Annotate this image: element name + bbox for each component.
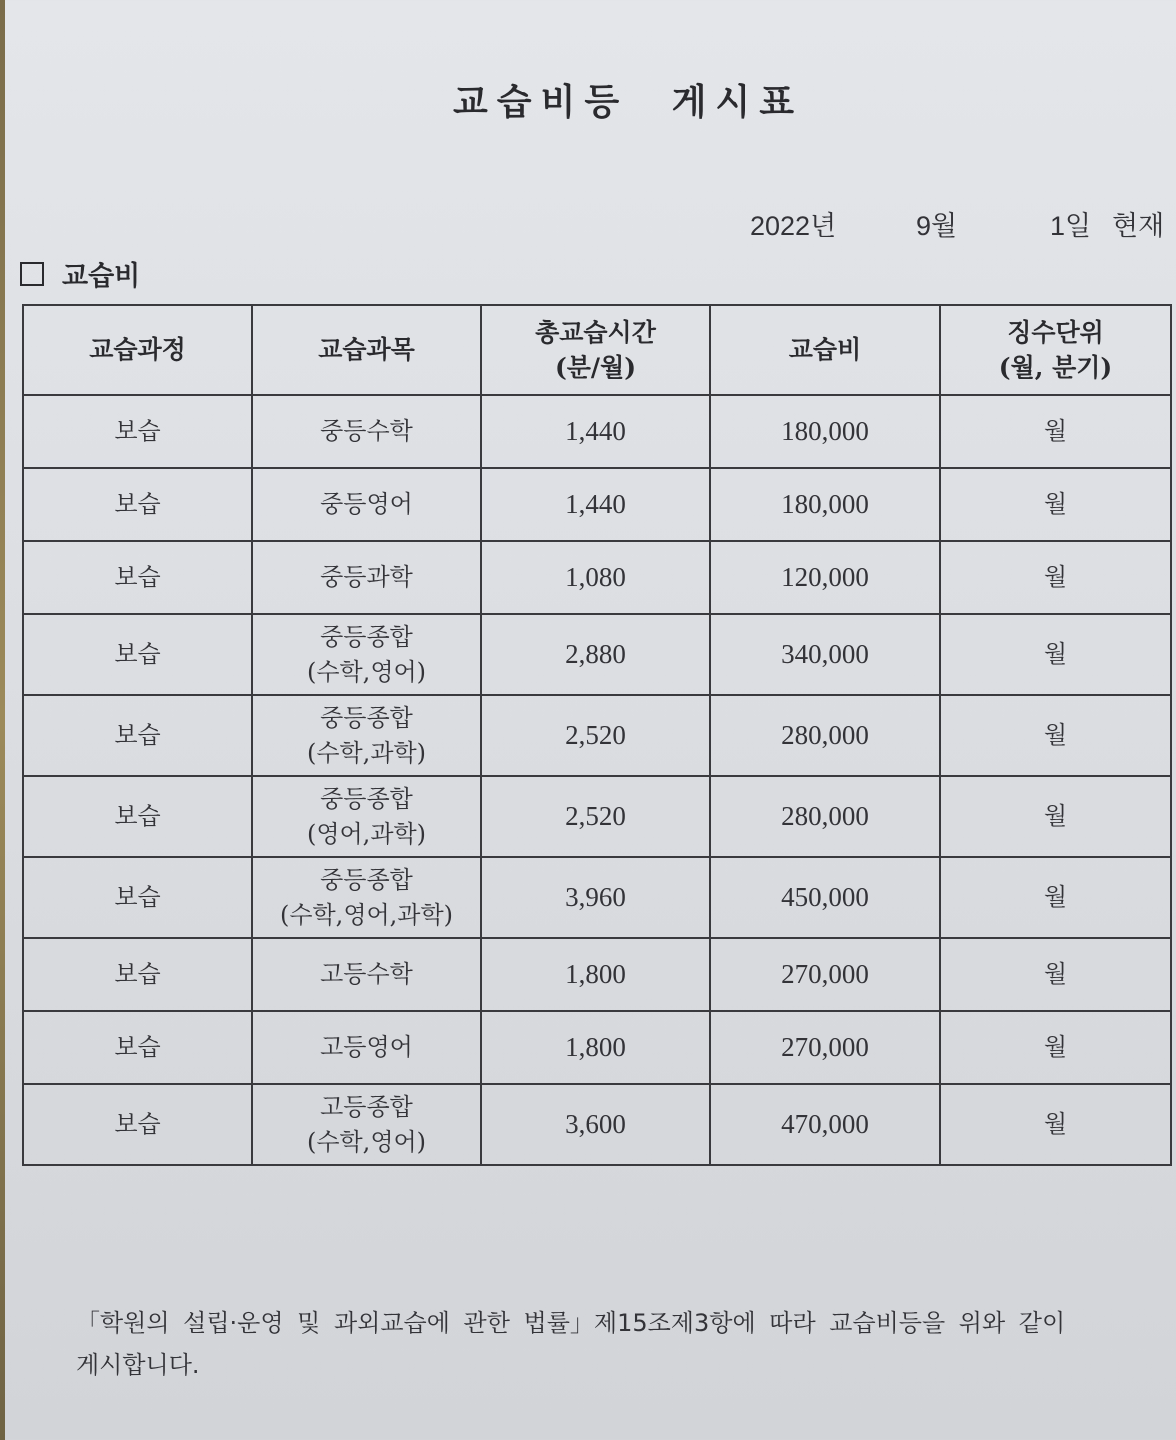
cell-subject: 중등종합 (영어,과학) <box>252 776 481 857</box>
cell-total-hours: 1,440 <box>481 468 710 541</box>
cell-collection-unit: 월 <box>940 614 1171 695</box>
checkbox-icon <box>20 262 44 286</box>
table-row <box>23 395 1171 468</box>
frame-edge <box>0 0 5 1440</box>
cell-subject: 중등수학 <box>252 395 481 468</box>
cell-course: 보습 <box>23 695 252 776</box>
cell-total-hours: 1,800 <box>481 1011 710 1084</box>
cell-collection-unit: 월 <box>940 1084 1171 1165</box>
header-fee: 교습비 <box>710 305 940 395</box>
cell-collection-unit: 월 <box>940 776 1171 857</box>
cell-total-hours: 3,960 <box>481 857 710 938</box>
fee-table <box>22 304 1172 1166</box>
cell-collection-unit: 월 <box>940 695 1171 776</box>
cell-course: 보습 <box>23 614 252 695</box>
cell-total-hours: 2,520 <box>481 776 710 857</box>
cell-fee: 340,000 <box>710 614 940 695</box>
table-row <box>23 468 1171 541</box>
cell-course: 보습 <box>23 1084 252 1165</box>
cell-fee: 270,000 <box>710 938 940 1011</box>
footer-note <box>76 1302 1176 1386</box>
cell-total-hours: 1,800 <box>481 938 710 1011</box>
cell-fee: 280,000 <box>710 776 940 857</box>
cell-total-hours: 2,880 <box>481 614 710 695</box>
cell-fee: 450,000 <box>710 857 940 938</box>
date-status: 현재 <box>1112 211 1165 241</box>
table-header-row <box>23 305 1171 395</box>
date-day: 1일 <box>1050 211 1092 241</box>
cell-fee: 280,000 <box>710 695 940 776</box>
cell-course: 보습 <box>23 857 252 938</box>
cell-fee: 180,000 <box>710 468 940 541</box>
cell-total-hours: 3,600 <box>481 1084 710 1165</box>
cell-subject: 고등영어 <box>252 1011 481 1084</box>
cell-collection-unit: 월 <box>940 541 1171 614</box>
cell-subject: 고등수학 <box>252 938 481 1011</box>
table-row <box>23 1011 1171 1084</box>
table-row <box>23 938 1171 1011</box>
section-label: 교습비 <box>62 261 141 292</box>
table-row <box>23 541 1171 614</box>
cell-collection-unit: 월 <box>940 1011 1171 1084</box>
cell-collection-unit: 월 <box>940 857 1171 938</box>
date-month: 9월 <box>916 211 958 241</box>
section-heading <box>20 254 140 293</box>
header-collection-unit: 징수단위 (월, 분기) <box>940 305 1171 395</box>
cell-subject: 중등종합 (수학,과학) <box>252 695 481 776</box>
cell-course: 보습 <box>23 776 252 857</box>
table-row <box>23 776 1171 857</box>
header-total-hours: 총교습시간 (분/월) <box>481 305 710 395</box>
cell-collection-unit: 월 <box>940 395 1171 468</box>
cell-fee: 120,000 <box>710 541 940 614</box>
cell-course: 보습 <box>23 395 252 468</box>
cell-subject: 중등영어 <box>252 468 481 541</box>
cell-subject: 고등종합 (수학,영어) <box>252 1084 481 1165</box>
table-row <box>23 614 1171 695</box>
table-row <box>23 695 1171 776</box>
header-subject: 교습과목 <box>252 305 481 395</box>
cell-total-hours: 1,440 <box>481 395 710 468</box>
cell-fee: 470,000 <box>710 1084 940 1165</box>
cell-total-hours: 2,520 <box>481 695 710 776</box>
cell-subject: 중등종합 (수학,영어) <box>252 614 481 695</box>
cell-fee: 180,000 <box>710 395 940 468</box>
cell-subject: 중등과학 <box>252 541 481 614</box>
cell-course: 보습 <box>23 468 252 541</box>
footer-line-1: 「학원의 설립·운영 및 과외교습에 관한 법률」제15조제3항에 따라 교습비등을 위와 같이 <box>76 1309 1066 1337</box>
cell-fee: 270,000 <box>710 1011 940 1084</box>
footer-line-2: 게시합니다. <box>76 1351 200 1379</box>
document-title: 교습비등 게시표 <box>453 82 803 123</box>
date-year: 2022년 <box>750 211 837 241</box>
cell-collection-unit: 월 <box>940 938 1171 1011</box>
cell-course: 보습 <box>23 1011 252 1084</box>
table-row <box>23 857 1171 938</box>
cell-subject: 중등종합 (수학,영어,과학) <box>252 857 481 938</box>
table-row <box>23 1084 1171 1165</box>
cell-course: 보습 <box>23 938 252 1011</box>
cell-collection-unit: 월 <box>940 468 1171 541</box>
table-body <box>23 395 1171 1165</box>
cell-total-hours: 1,080 <box>481 541 710 614</box>
header-course: 교습과정 <box>23 305 252 395</box>
cell-course: 보습 <box>23 541 252 614</box>
